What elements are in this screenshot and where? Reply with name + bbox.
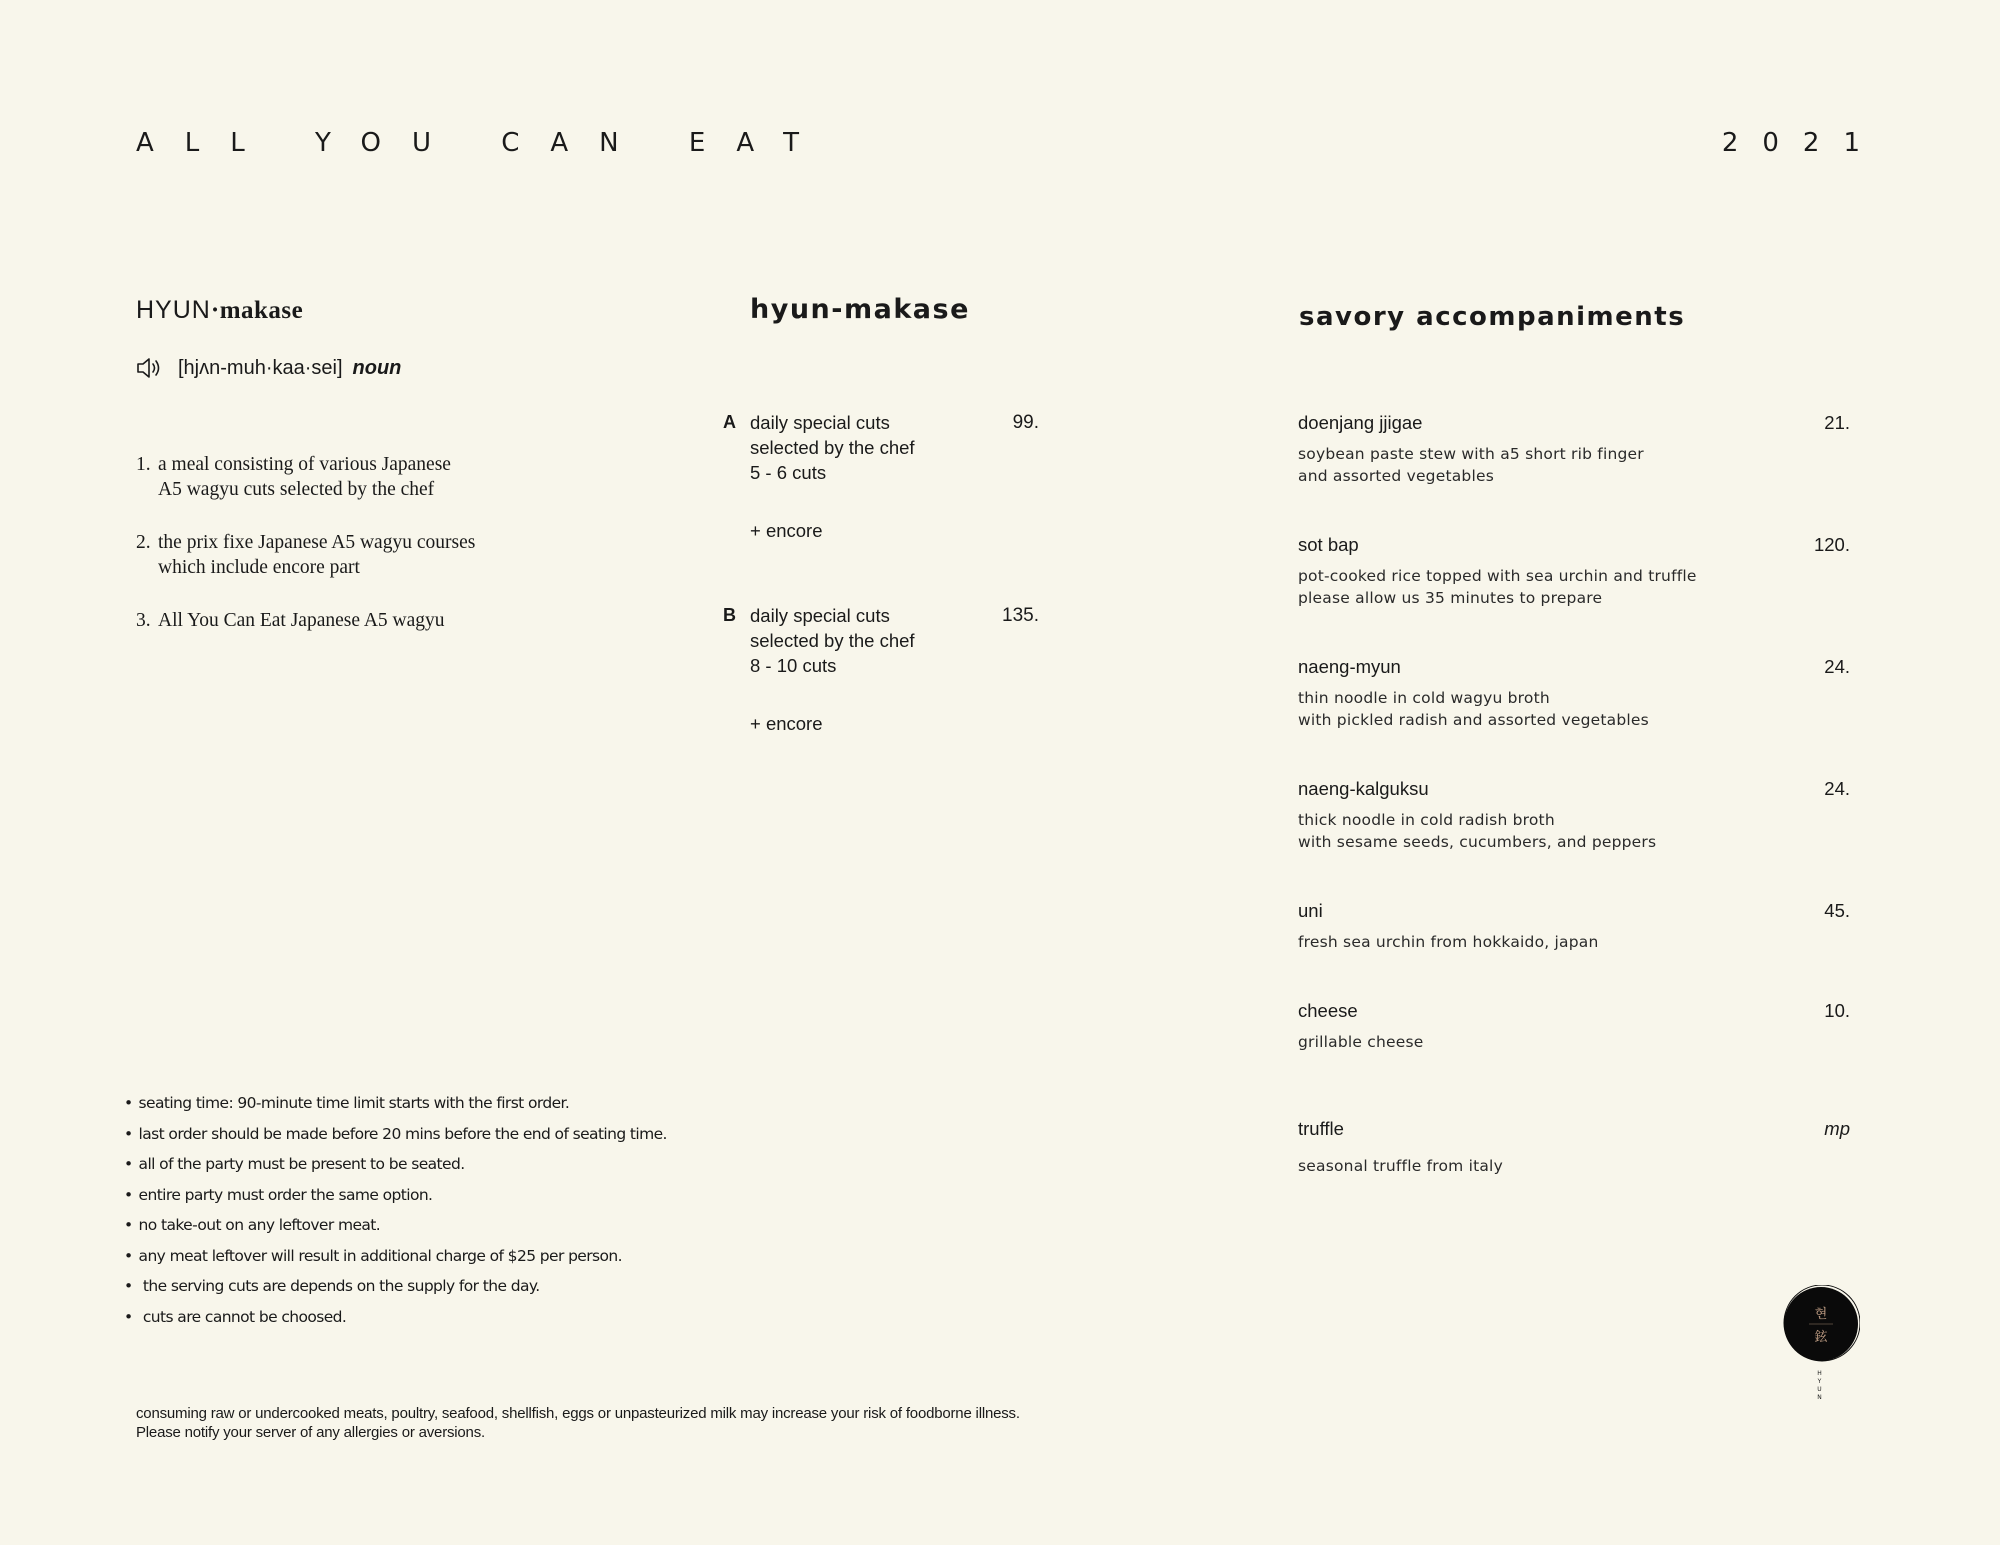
item-name: naeng-kalguksu <box>1298 778 1429 799</box>
definition-number: 1. <box>136 454 151 475</box>
item-description: soybean paste stew with a5 short rib finger and assorted vegetables <box>1298 445 1644 485</box>
definition-item <box>136 608 596 633</box>
option-price: 135. <box>1002 605 1039 626</box>
logo-vertical-text: H Y U N <box>1817 1370 1823 1401</box>
logo-glyph-top: 현 <box>1814 1307 1828 1322</box>
item-description: fresh sea urchin from hokkaido, japan <box>1298 933 1599 951</box>
hyunmakase-title: hyun-makase <box>750 294 970 325</box>
option-letter: A <box>723 412 736 432</box>
speaker-icon[interactable] <box>136 356 164 380</box>
definition-list <box>136 452 596 661</box>
definition-text: a meal consisting of various Japanese A5 wagyu cuts selected by the chef <box>158 454 451 500</box>
definition-number: 2. <box>136 532 151 553</box>
logo-glyph-bottom: 鉉 <box>1814 1330 1828 1345</box>
item-name: sot bap <box>1298 534 1359 555</box>
item-price: 21. <box>1824 412 1850 433</box>
hyun-logo <box>1782 1285 1860 1363</box>
item-name: naeng-myun <box>1298 656 1401 677</box>
menu-header-title: ALL YOU CAN EAT <box>136 128 830 158</box>
item-description: pot-cooked rice topped with sea urchin and truffle please allow us 35 minutes to prepare <box>1298 567 1697 607</box>
rule-item: • any meat leftover will result in additional charge of $25 per person. <box>124 1241 667 1272</box>
item-name: cheese <box>1298 1000 1358 1021</box>
definition-text: the prix fixe Japanese A5 wagyu courses which include encore part <box>158 532 476 578</box>
definition-item <box>136 530 596 580</box>
rule-item: • no take-out on any leftover meat. <box>124 1210 667 1241</box>
rule-item: • the serving cuts are depends on the supply for the day. <box>124 1271 667 1302</box>
definition-title <box>136 296 303 325</box>
rules-list <box>124 1088 667 1332</box>
item-description: thin noodle in cold wagyu broth with pickled radish and assorted vegetables <box>1298 689 1649 729</box>
definition-title-main: HYUN <box>136 296 211 324</box>
item-description: seasonal truffle from italy <box>1298 1157 1503 1175</box>
menu-header-year: 2021 <box>1721 128 1884 158</box>
definition-title-suffix: makase <box>219 297 304 324</box>
option-price: 99. <box>1012 412 1039 433</box>
definition-title-dot: · <box>210 297 220 324</box>
option-letter: B <box>723 605 736 625</box>
rule-item: • cuts are cannot be choosed. <box>124 1302 667 1333</box>
rule-item: • entire party must order the same option. <box>124 1180 667 1211</box>
option-description: daily special cuts selected by the chef 5 - 6 cuts <box>750 412 915 483</box>
item-price: 120. <box>1813 534 1850 555</box>
item-name: truffle <box>1298 1118 1344 1139</box>
option-encore: + encore <box>750 713 823 734</box>
item-price: 24. <box>1824 656 1850 677</box>
item-price: mp <box>1824 1118 1850 1139</box>
rule-item: • seating time: 90-minute time limit starts with the first order. <box>124 1088 667 1119</box>
pronunciation-text: [hjʌn-muh·kaa·sei] <box>178 356 343 379</box>
option-encore: + encore <box>750 520 823 541</box>
rule-item: • last order should be made before 20 mins before the end of seating time. <box>124 1119 667 1150</box>
item-price: 10. <box>1824 1000 1850 1021</box>
health-disclaimer: consuming raw or undercooked meats, poultry, seafood, shellfish, eggs or unpasteurized milk may increase your risk of foodborne illness. Please notify your server of any allergies or aversions. <box>136 1405 1020 1441</box>
definition-text: All You Can Eat Japanese A5 wagyu <box>158 610 445 631</box>
accompaniments-title: savory accompaniments <box>1299 302 1686 332</box>
rule-item: • all of the party must be present to be seated. <box>124 1149 667 1180</box>
item-description: thick noodle in cold radish broth with sesame seeds, cucumbers, and peppers <box>1298 811 1657 851</box>
definition-number: 3. <box>136 610 151 631</box>
item-price: 24. <box>1824 778 1850 799</box>
item-name: uni <box>1298 900 1323 921</box>
pronunciation-row <box>136 356 401 380</box>
part-of-speech: noun <box>352 356 402 379</box>
definition-item <box>136 452 596 502</box>
item-description: grillable cheese <box>1298 1033 1424 1051</box>
option-description: daily special cuts selected by the chef 8 - 10 cuts <box>750 605 915 676</box>
item-price: 45. <box>1824 900 1850 921</box>
item-name: doenjang jjigae <box>1298 412 1423 433</box>
